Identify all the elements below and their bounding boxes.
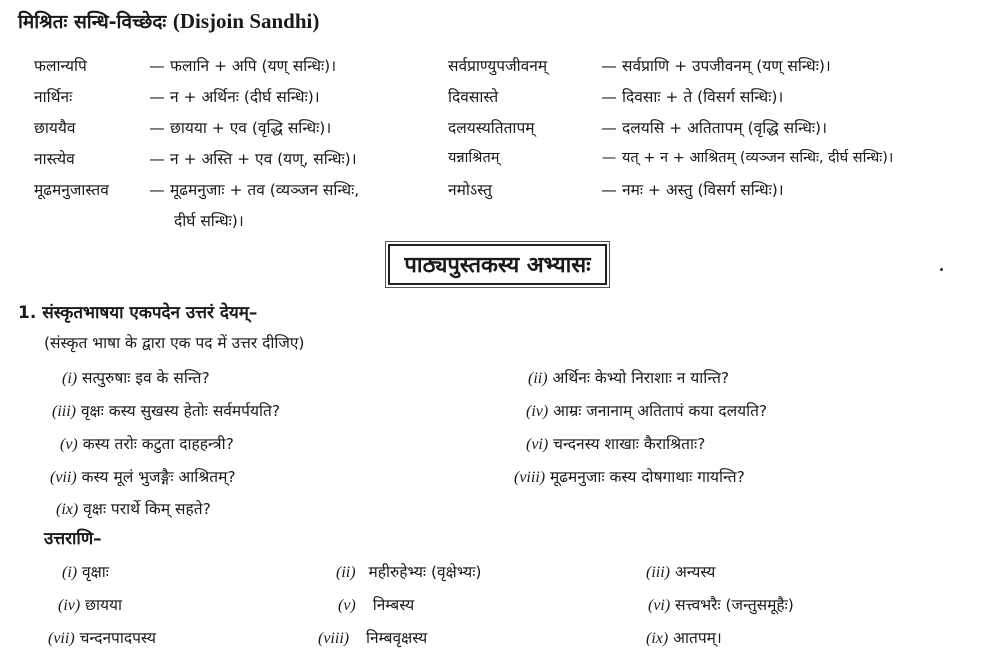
- sandhi-word: फलान्यपि: [34, 57, 87, 75]
- answer-number: (i): [62, 564, 78, 581]
- sandhi-row: [448, 116, 827, 138]
- answer-item: [336, 560, 481, 582]
- question-number: (iv): [526, 403, 549, 420]
- answer-number: (v): [338, 597, 356, 614]
- sandhi-split: छायया + एव (वृद्धि सन्धिः)।: [170, 119, 332, 137]
- sandhi-split: नमः + अस्तु (विसर्ग सन्धिः)।: [622, 181, 784, 199]
- answer-item: [48, 626, 156, 648]
- dash: —: [601, 150, 617, 166]
- exercise-heading-wrap: [0, 244, 995, 285]
- question-text: वृक्षः कस्य सुखस्य हेतोः सर्वमर्पयति?: [80, 402, 281, 420]
- question-item: [62, 366, 210, 388]
- dash: —: [149, 119, 165, 137]
- question-text: कस्य मूलं भुजङ्गैः आश्रितम्?: [81, 468, 236, 486]
- sandhi-row: [34, 147, 357, 169]
- question-text: कस्य तरोः कटुता दाहहन्त्री?: [82, 435, 234, 453]
- dash: —: [149, 57, 165, 75]
- question-item: [528, 366, 729, 388]
- answer-item: [646, 626, 722, 648]
- question-text: आम्रः जनानाम् अतितापं कया दलयति?: [553, 402, 768, 420]
- answer-item: [58, 593, 122, 615]
- sandhi-split: न + अस्ति + एव (यण्, सन्धिः)।: [170, 150, 357, 168]
- answer-item: [646, 560, 715, 582]
- question-heading: 1. संस्कृतभाषया एकपदेन उत्तरं देयम्–: [18, 303, 258, 323]
- question-text: वृक्षः परार्थे किम् सहते?: [83, 500, 211, 518]
- answer-number: (viii): [318, 630, 350, 647]
- answer-text: महीरुहेभ्यः (वृक्षेभ्यः): [368, 563, 482, 581]
- answer-text: छायया: [85, 596, 123, 614]
- sandhi-split: दलयसि + अतितापम् (वृद्धि सन्धिः)।: [622, 119, 827, 137]
- answer-number: (ii): [336, 564, 356, 581]
- sandhi-row: [448, 54, 831, 76]
- sandhi-word: मूढमनुजास्तव: [34, 181, 109, 199]
- sandhi-row: [34, 85, 320, 107]
- sandhi-row: [34, 116, 331, 138]
- answers-heading: उत्तराणि–: [44, 529, 102, 549]
- question-number: (v): [60, 436, 78, 453]
- question-number: (vii): [50, 469, 77, 486]
- sandhi-word: नमोऽस्तु: [448, 181, 492, 199]
- section-title-english: (Disjoin Sandhi): [172, 9, 320, 33]
- sandhi-split: न + अर्थिनः (दीर्घ सन्धिः)।: [170, 88, 320, 106]
- dash: —: [601, 119, 617, 137]
- question-text: चन्दनस्य शाखाः कैराश्रिताः?: [553, 435, 706, 453]
- section-title: [18, 8, 319, 34]
- answer-item: [318, 626, 427, 648]
- answer-item: [648, 593, 794, 615]
- dash: —: [149, 181, 165, 199]
- question-number: (iii): [52, 403, 76, 420]
- sandhi-word: नार्थिनः: [34, 88, 73, 106]
- answer-item: [338, 593, 414, 615]
- sandhi-row: [448, 178, 784, 200]
- sandhi-split: मूढमनुजाः + तव (व्यञ्जन सन्धिः,: [170, 181, 360, 199]
- sandhi-row: [34, 54, 336, 76]
- sandhi-row: [448, 85, 783, 107]
- sandhi-word: छाययैव: [34, 119, 76, 137]
- answer-text: निम्बवृक्षस्य: [366, 629, 428, 647]
- question-number: (ii): [528, 370, 548, 387]
- question-item: [60, 432, 234, 454]
- dash: —: [601, 57, 617, 75]
- sandhi-row: [448, 147, 893, 167]
- dash: —: [601, 181, 617, 199]
- sandhi-row-continuation: दीर्घ सन्धिः)।: [174, 212, 244, 230]
- answer-number: (iii): [646, 564, 670, 581]
- sandhi-split: फलानि + अपि (यण् सन्धिः)।: [170, 57, 337, 75]
- answer-text: अन्यस्य: [674, 563, 716, 581]
- answer-text: चन्दनपादपस्य: [79, 629, 156, 647]
- question-item: [52, 399, 280, 421]
- stray-dot: [940, 268, 943, 271]
- sandhi-word: नास्त्येव: [34, 150, 75, 168]
- answer-number: (ix): [646, 630, 669, 647]
- question-text: अर्थिनः केभ्यो निराशाः न यान्ति?: [552, 369, 730, 387]
- answer-number: (iv): [58, 597, 81, 614]
- dash: —: [149, 150, 165, 168]
- question-item: [526, 399, 767, 421]
- section-title-hindi: मिश्रितः सन्धि-विच्छेदः: [18, 11, 167, 33]
- answer-text: सत्त्वभरैः (जन्तुसमूहैः): [675, 596, 794, 614]
- sandhi-row: [34, 178, 359, 200]
- answer-text: वृक्षाः: [82, 563, 109, 581]
- question-text: मूढमनुजाः कस्य दोषगाथाः गायन्ति?: [550, 468, 745, 486]
- question-subheading: (संस्कृत भाषा के द्वारा एक पद में उत्तर दीजिए): [44, 334, 305, 352]
- answer-number: (vii): [48, 630, 75, 647]
- question-text: सत्पुरुषाः इव के सन्ति?: [82, 369, 210, 387]
- sandhi-word: सर्वप्राण्युपजीवनम्: [448, 57, 548, 75]
- question-number: (ix): [56, 501, 79, 518]
- answer-item: [62, 560, 109, 582]
- sandhi-word: दिवसास्ते: [448, 88, 499, 106]
- answer-number: (vi): [648, 597, 671, 614]
- question-item: [526, 432, 705, 454]
- question-number: (i): [62, 370, 78, 387]
- sandhi-split: सर्वप्राणि + उपजीवनम् (यण् सन्धिः)।: [622, 57, 831, 75]
- dash: —: [601, 88, 617, 106]
- question-item: [514, 465, 745, 487]
- question-number: (viii): [514, 469, 546, 486]
- question-number: (vi): [526, 436, 549, 453]
- sandhi-word: यन्नाश्रितम्: [448, 150, 500, 166]
- sandhi-word: दलयस्यतितापम्: [448, 119, 535, 137]
- question-item: [56, 497, 211, 519]
- dash: —: [149, 88, 165, 106]
- answer-text: आतपम्।: [673, 629, 722, 647]
- sandhi-split: दिवसाः + ते (विसर्ग सन्धिः)।: [622, 88, 784, 106]
- question-item: [50, 465, 236, 487]
- answer-text: निम्बस्य: [372, 596, 415, 614]
- exercise-heading: पाठ्यपुस्तकस्य अभ्यासः: [388, 244, 606, 285]
- sandhi-split: यत् + न + आश्रितम् (व्यञ्जन सन्धिः, दीर्घ सन्धिः)।: [622, 150, 894, 166]
